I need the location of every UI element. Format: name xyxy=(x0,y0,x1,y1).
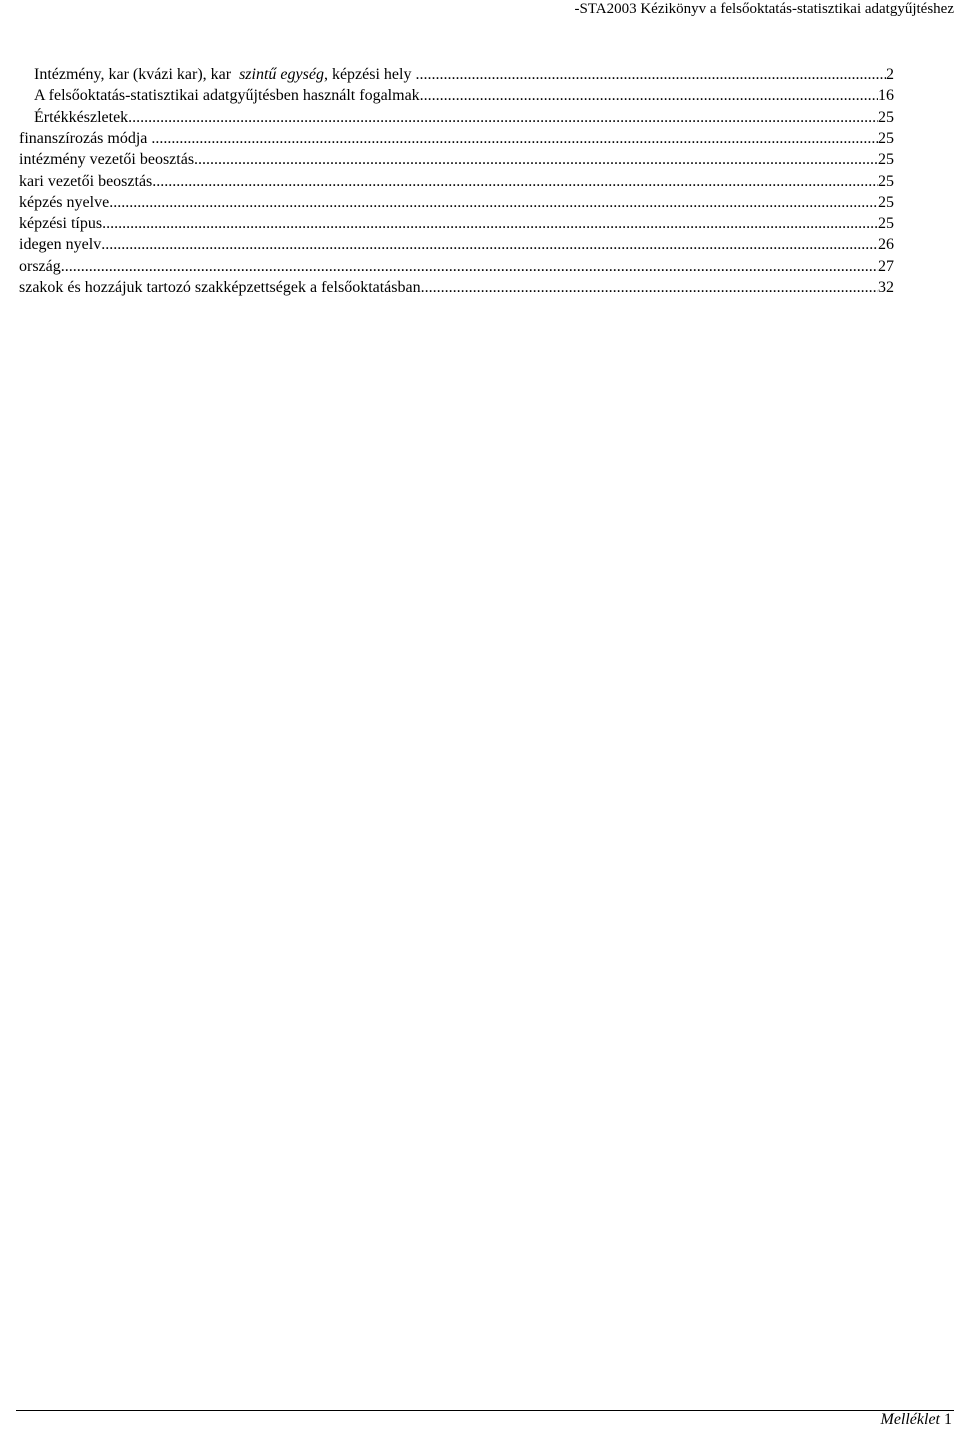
toc-page-number: 2 xyxy=(886,66,894,83)
toc-entry[interactable] xyxy=(34,65,894,85)
toc-page-number: 27 xyxy=(878,257,894,275)
toc-page-number: 25 xyxy=(878,193,894,211)
toc-page-number: 25 xyxy=(878,108,894,126)
toc-entry[interactable] xyxy=(19,257,894,277)
toc-entry-title xyxy=(19,235,101,255)
toc-entry[interactable] xyxy=(34,86,894,106)
toc-entry-title xyxy=(19,129,151,149)
toc-entry-title xyxy=(34,108,128,128)
footer-page-number: 1 xyxy=(944,1411,952,1428)
toc-page-number: 25 xyxy=(878,129,894,147)
toc-dot-leader xyxy=(128,108,878,128)
toc-title-text: , képzési hely xyxy=(323,66,416,83)
toc-title-text: képzés nyelve xyxy=(19,193,110,211)
toc-entry-title xyxy=(34,86,420,106)
toc-entry-title xyxy=(34,65,415,85)
toc-title-text: képzési típus xyxy=(19,215,103,233)
toc-dot-leader xyxy=(415,65,886,85)
toc-entry-title xyxy=(19,150,194,170)
toc-entry-title xyxy=(19,278,421,298)
toc-title-text: finanszírozás módja xyxy=(19,129,152,147)
toc-dot-leader xyxy=(102,214,878,234)
toc-dot-leader xyxy=(194,150,878,170)
toc-entry[interactable] xyxy=(19,129,894,149)
toc-title-text: idegen nyelv xyxy=(19,236,102,254)
toc-title-text: Intézmény, kar (kvázi kar), kar xyxy=(34,66,240,83)
toc-page-number: 32 xyxy=(878,279,894,296)
running-footer xyxy=(880,1411,952,1429)
toc-page-number: 16 xyxy=(878,87,894,105)
toc-entry[interactable] xyxy=(19,235,894,255)
toc-page-number: 25 xyxy=(878,172,894,190)
toc-dot-leader xyxy=(420,86,878,106)
toc-entry[interactable] xyxy=(19,214,894,234)
toc-entry-title xyxy=(19,193,109,213)
toc-entry[interactable] xyxy=(19,278,894,298)
toc-dot-leader xyxy=(421,278,878,298)
toc-title-text: szakok és hozzájuk tartozó szakképzettségek a felsőoktatásban xyxy=(19,279,421,296)
toc-title-text: intézmény vezetői beosztás xyxy=(19,151,195,169)
toc-page-number: 25 xyxy=(878,151,894,169)
footer-label: Melléklet xyxy=(880,1411,940,1428)
toc-dot-leader xyxy=(109,193,878,213)
toc-entry[interactable] xyxy=(19,150,894,170)
toc-title-text: ország xyxy=(19,257,61,275)
toc-entry-title xyxy=(19,172,152,192)
toc-entry-title xyxy=(19,214,102,234)
toc-dot-leader xyxy=(152,172,878,192)
toc-entry[interactable] xyxy=(19,172,894,192)
toc-title-emphasis: szintű egység xyxy=(239,66,324,83)
toc-dot-leader xyxy=(151,129,878,149)
toc-dot-leader xyxy=(61,257,878,277)
running-header: -STA2003 Kézikönyv a felsőoktatás-statisztikai adatgyűjtéshez xyxy=(574,1,954,17)
toc-entry-title xyxy=(19,257,61,277)
toc-page-number: 25 xyxy=(878,215,894,233)
toc-entry[interactable] xyxy=(19,193,894,213)
footer-rule xyxy=(16,1410,954,1411)
toc-dot-leader xyxy=(101,235,878,255)
toc-page-number: 26 xyxy=(878,236,894,254)
toc-title-text: kari vezetői beosztás xyxy=(19,172,153,190)
toc-title-text: A felsőoktatás-statisztikai adatgyűjtésben használt fogalmak xyxy=(34,87,420,105)
toc-title-text: Értékkészletek xyxy=(34,108,129,126)
toc-entry[interactable] xyxy=(34,108,894,128)
